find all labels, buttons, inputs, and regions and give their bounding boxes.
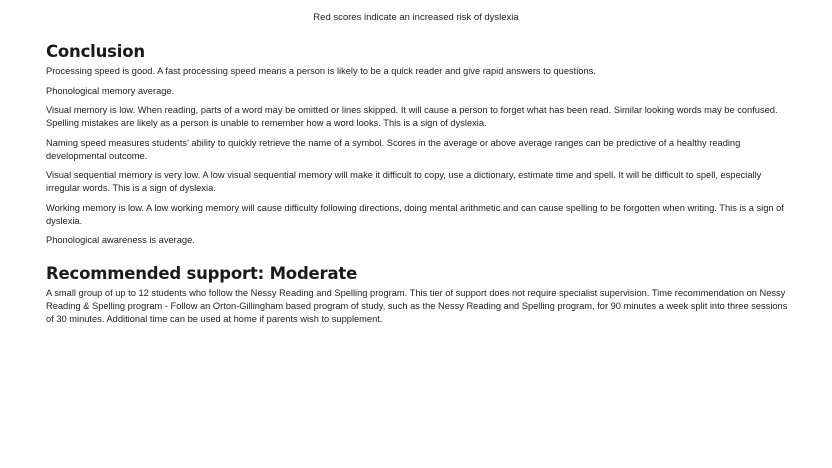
report-content (46, 42, 796, 333)
recommended-support-paragraph: A small group of up to 12 students who follow the Nessy Reading and Spelling program. This tier of support does not require specialist supervision. Time recommendation on Nessy Reading & Spelling program - Follow an Orton-Gillingham based program of study, such as the Nessy Reading and Spelling program, for 90 minutes a week split into three sessions of 30 minutes. Additional time can be used at home if parents wish to supplement. (46, 288, 788, 324)
conclusion-paragraph-phonological-memory: Phonological memory average. (46, 85, 175, 96)
conclusion-paragraph-visual-memory: Visual memory is low. When reading, parts of a word may be omitted or lines skipped. It will cause a person to forget what has been read. Similar looking words may be confused. Spelling mistakes are likely as a person is unable to remember how a word looks. This is a sign of dyslexia. (46, 105, 778, 128)
recommended-support-heading: Recommended support: Moderate (46, 264, 358, 283)
risk-legend-note: Red scores indicate an increased risk of dyslexia (313, 12, 519, 23)
conclusion-paragraph-naming-speed: Naming speed measures students' ability to quickly retrieve the name of a symbol. Scores in the average or above average ranges can be predictive of a healthy reading developmental outcome. (46, 137, 741, 161)
conclusion-paragraph-processing-speed: Processing speed is good. A fast processing speed means a person is likely to be a quick reader and give rapid answers to questions. (46, 66, 596, 76)
conclusion-paragraph-phonological-awareness: Phonological awareness is average. (46, 235, 195, 245)
conclusion-paragraph-visual-sequential-memory: Visual sequential memory is very low. A low visual sequential memory will make it difficult to copy, use a dictionary, estimate time and spell. It will be difficult to spell, especially irregular words. This is a sign of dyslexia. (46, 170, 762, 193)
conclusion-heading: Conclusion (46, 42, 145, 61)
conclusion-paragraph-working-memory: Working memory is low. A low working memory will cause difficulty following directions, doing mental arithmetic and can cause spelling to be forgotten when writing. This is a sign of dyslexia. (46, 202, 784, 226)
